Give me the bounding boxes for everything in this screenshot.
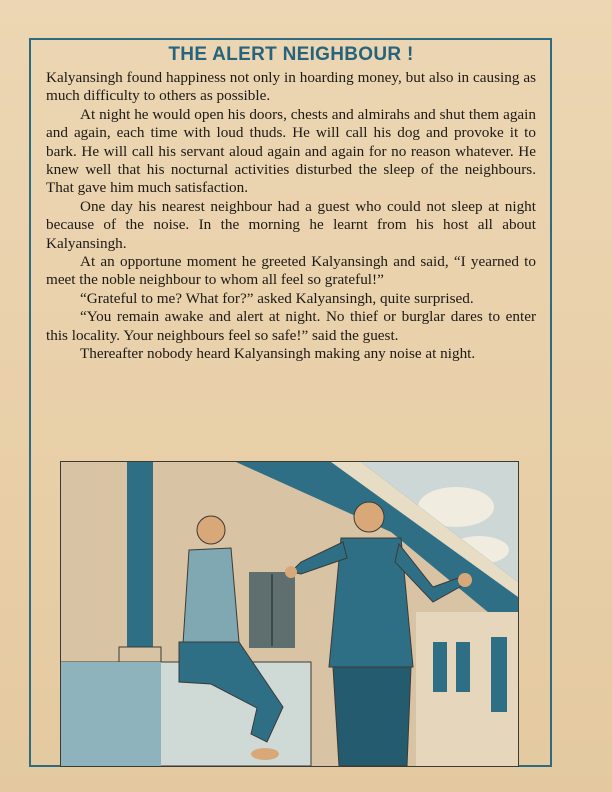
story-illustration xyxy=(60,461,519,767)
story-title: THE ALERT NEIGHBOUR ! xyxy=(168,44,414,65)
paragraph-3: One day his nearest neighbour had a guest who could not sleep at night because of the noise. In the morning he learnt from his host all about Kalyansingh. xyxy=(46,197,536,252)
standing-man-hand xyxy=(285,566,297,578)
paragraph-7: Thereafter nobody heard Kalyansingh making any noise at night. xyxy=(80,345,476,363)
seated-man-feet xyxy=(251,748,279,760)
house-window xyxy=(433,642,447,692)
paragraph-4: At an opportune moment he greeted Kalyansingh and said, “I yearned to meet the noble neighbour to whom all feel so grateful!” xyxy=(46,253,536,289)
standing-man-dhoti xyxy=(333,667,411,766)
standing-man-hand xyxy=(458,573,472,587)
seated-man-shawl xyxy=(183,548,239,644)
story-text xyxy=(46,44,536,364)
pillar xyxy=(127,462,153,662)
seated-man-head xyxy=(197,516,225,544)
paragraph-5: “Grateful to me? What for?” asked Kalyansingh, quite surprised. xyxy=(80,289,474,307)
house-window xyxy=(456,642,470,692)
house-window xyxy=(491,637,507,712)
pillar-base xyxy=(119,647,161,663)
paragraph-2: At night he would open his doors, chests and almirahs and shut them again and again, each time with loud thuds. He will call his dog and provoke it to bark. He will call his servant aloud again and again for no reason whatever. He knew well that his nocturnal activities disturbed the sleep of the neighbours. That gave him much satisfaction. xyxy=(46,105,536,197)
paragraph-1: Kalyansingh found happiness not only in hoarding money, but also in causing as much difficulty to others as possible. xyxy=(46,69,536,105)
paragraph-6: “You remain awake and alert at night. No thief or burglar dares to enter this locality. Your neighbours feel so safe!” said the guest. xyxy=(46,308,536,344)
standing-man-head xyxy=(354,502,384,532)
platform-shade xyxy=(61,662,161,766)
